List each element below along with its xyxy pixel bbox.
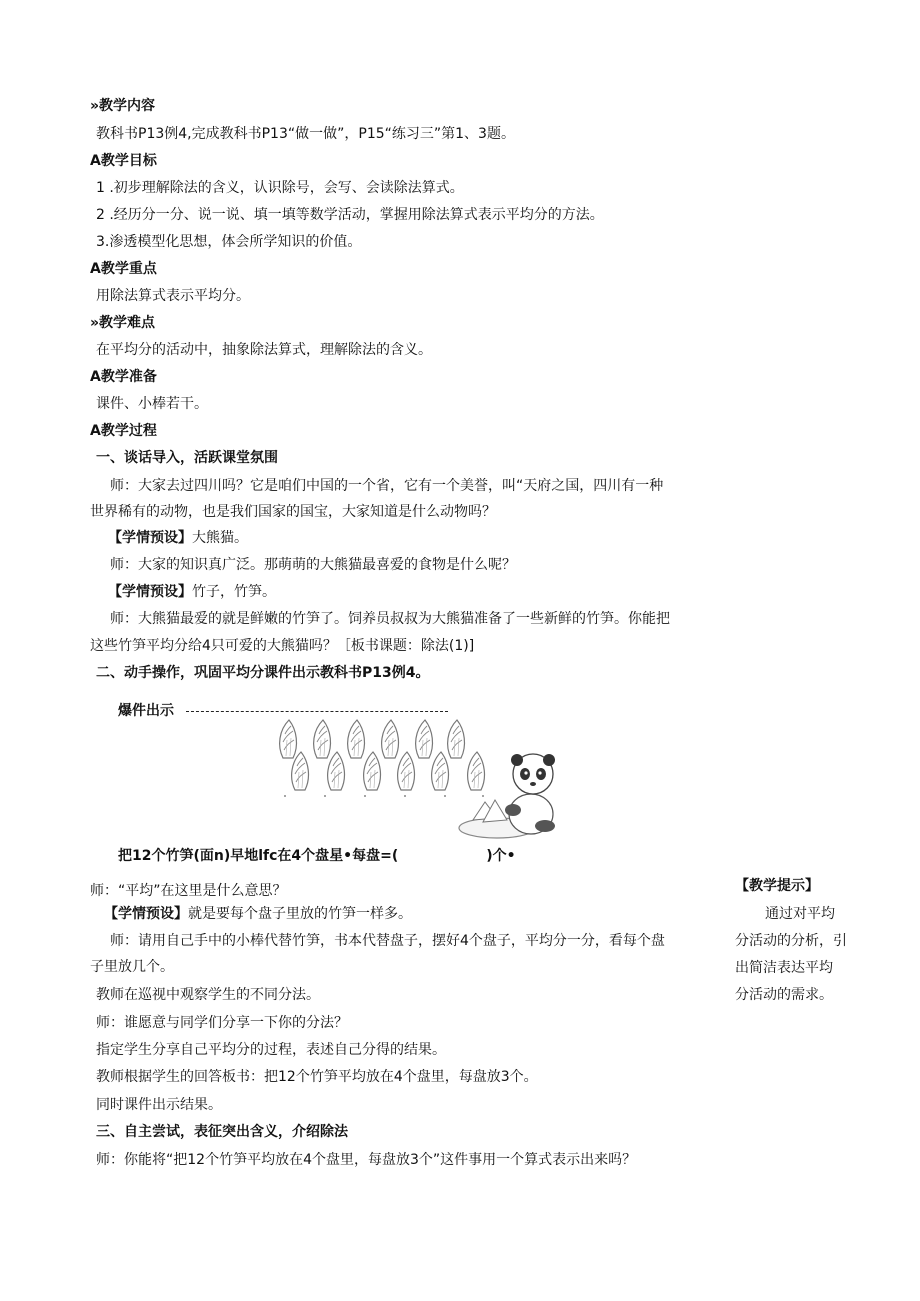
section-heading-process: A教学过程 <box>90 423 157 439</box>
dialogue-line: 师：大家去过四川吗？它是咱们中国的一个省，它有一个美誉，叫“天府之国，四川有一种 <box>110 478 664 494</box>
goal-item-1: 1 .初步理解除法的含义，认识除号，会写、会读除法算式。 <box>96 180 464 196</box>
sidebar-line: 出简洁表达平均 <box>735 960 833 976</box>
dialogue-line: 世界稀有的动物，也是我们国家的国宝，大家知道是什么动物吗？ <box>90 504 496 520</box>
dialogue-line: 子里放几个。 <box>90 959 174 975</box>
caption-right: )个• <box>486 848 516 864</box>
preset-label: 【学情预设】 <box>108 530 192 546</box>
narration-line: 教师根据学生的回答板书：把12个竹笋平均放在4个盘里，每盘放3个。 <box>96 1069 538 1085</box>
part2-heading: 二、动手操作，巩固平均分课件出示教科书P13例4。 <box>96 665 430 681</box>
courseware-divider <box>186 711 448 712</box>
preset-text: 竹子，竹笋。 <box>192 584 276 600</box>
preset-label: 【学情预设】 <box>108 584 192 600</box>
preset-text: 就是要每个盘子里放的竹笋一样多。 <box>188 906 412 922</box>
dialogue-line: 师：你能将“把12个竹笋平均放在4个盘里，每盘放3个”这件事用一个算式表示出来吗？ <box>96 1152 637 1168</box>
section-heading-goals: A教学目标 <box>90 153 157 169</box>
section-heading-content: »教学内容 <box>90 98 156 114</box>
preset-text: 大熊猫。 <box>192 530 248 546</box>
dialogue-line: 这些竹笋平均分给4只可爱的大熊猫吗？［板书课题：除法(1)] <box>90 638 475 654</box>
dialogue-line: 师：请用自己手中的小棒代替竹笋，书本代替盘子，摆好4个盘子，平均分一分，看每个盘 <box>110 933 665 949</box>
section-heading-prep: A教学准备 <box>90 369 157 385</box>
difficulty-text: 在平均分的活动中，抽象除法算式，理解除法的含义。 <box>96 342 432 358</box>
goal-item-3: 3.渗透模型化思想，体会所学知识的价值。 <box>96 234 362 250</box>
dialogue-line: 师：“平均”在这里是什么意思？ <box>90 883 287 899</box>
example-caption <box>118 846 516 866</box>
section-heading-difficulty: »教学难点 <box>90 315 156 331</box>
preset-line <box>104 904 412 924</box>
preset-label: 【学情预设】 <box>104 906 188 922</box>
dialogue-line: 师：大家的知识真广泛。那萌萌的大熊猫最喜爱的食物是什么呢？ <box>110 557 516 573</box>
sidebar-line: 通过对平均 <box>765 906 835 922</box>
content-text: 教科书P13例4,完成教科书P13“做一做”，P15“练习三”第1、3题。 <box>96 126 515 142</box>
panda-with-plate-illustration <box>455 752 565 844</box>
narration-line: 教师在巡视中观察学生的不同分法。 <box>96 987 320 1003</box>
preset-line <box>108 582 276 602</box>
key-text: 用除法算式表示平均分。 <box>96 288 250 304</box>
prep-text: 课件、小棒若干。 <box>96 396 208 412</box>
part3-heading: 三、自主尝试，表征突出含义，介绍除法 <box>96 1124 348 1140</box>
goal-item-2: 2 .经历分一分、说一说、填一填等数学活动，掌握用除法算式表示平均分的方法。 <box>96 207 604 223</box>
sidebar-line: 分活动的需求。 <box>735 987 833 1003</box>
narration-line: 指定学生分享自己平均分的过程，表述自己分得的结果。 <box>96 1042 446 1058</box>
preset-line <box>108 528 248 548</box>
dialogue-line: 师：大熊猫最爱的就是鲜嫩的竹笋了。饲养员叔叔为大熊猫准备了一些新鲜的竹笋。你能把 <box>110 611 670 627</box>
sidebar-line: 分活动的分析，引 <box>735 933 847 949</box>
courseware-label: 爆件出示 <box>118 703 174 719</box>
narration-line: 同时课件出示结果。 <box>96 1097 222 1113</box>
dialogue-line: 师：谁愿意与同学们分享一下你的分法？ <box>96 1015 348 1031</box>
part1-heading: 一、谈话导入，活跃课堂氛围 <box>96 450 278 466</box>
sidebar-heading: 【教学提示】 <box>735 878 819 894</box>
section-heading-key: A教学重点 <box>90 261 157 277</box>
caption-left: 把12个竹笋(面n)早地lfc在4个盘星•每盘=( <box>118 848 399 864</box>
